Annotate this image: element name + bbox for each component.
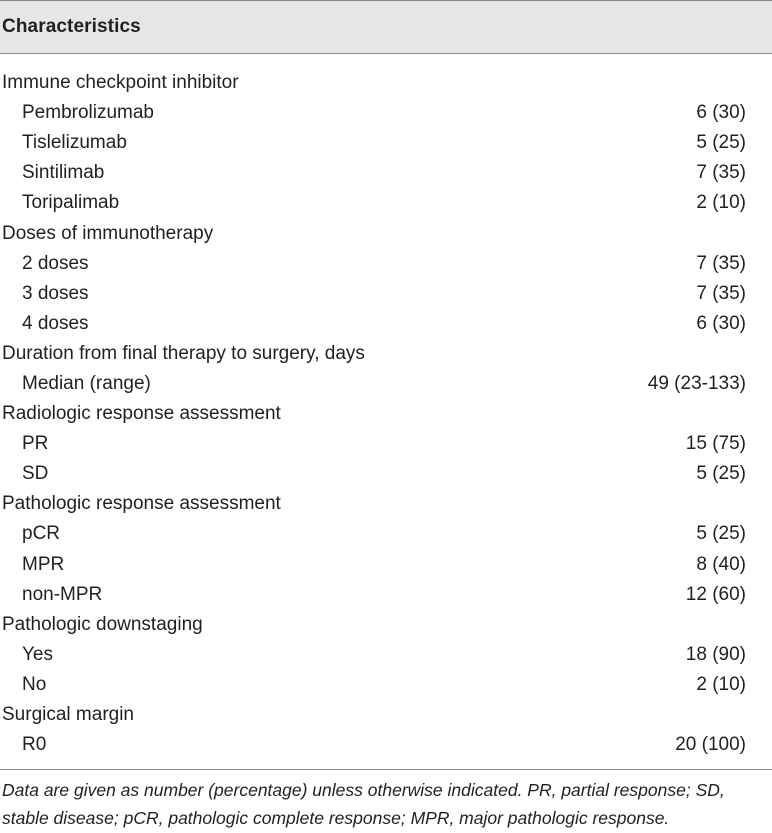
section-heading: Doses of immunotherapy xyxy=(2,222,214,244)
column-header-characteristics: Characteristics xyxy=(2,16,141,37)
row-label: Sintilimab xyxy=(22,162,105,184)
row-value: 15 (75) xyxy=(685,433,746,455)
table-header-row xyxy=(0,0,772,54)
section-heading-row xyxy=(0,489,772,519)
section-heading-row xyxy=(0,68,772,98)
row-label: Pembrolizumab xyxy=(22,102,154,124)
table-row xyxy=(0,158,772,188)
table-row xyxy=(0,670,772,700)
table-footnote: Data are given as number (percentage) unless otherwise indicated. PR, partial response; SD, stable disease; pCR, pathologic complete response; MPR, major pathologic response. xyxy=(2,780,725,829)
table-row xyxy=(0,249,772,279)
table-row xyxy=(0,309,772,339)
section-heading-row xyxy=(0,610,772,640)
section-heading-row xyxy=(0,339,772,369)
row-value: 5 (25) xyxy=(696,523,746,545)
row-label: pCR xyxy=(22,523,61,545)
section-heading: Pathologic downstaging xyxy=(2,613,203,635)
row-label: non-MPR xyxy=(22,583,103,605)
row-label: Tislelizumab xyxy=(22,132,127,154)
section-heading-row xyxy=(0,218,772,248)
table-row xyxy=(0,459,772,489)
table-row xyxy=(0,98,772,128)
row-value: 5 (25) xyxy=(696,132,746,154)
section-heading: Radiologic response assessment xyxy=(2,403,281,425)
table-row xyxy=(0,519,772,549)
row-value: 7 (35) xyxy=(696,162,746,184)
row-value: 7 (35) xyxy=(696,282,746,304)
table-row xyxy=(0,640,772,670)
row-label: 4 doses xyxy=(22,312,89,334)
table-row xyxy=(0,580,772,610)
row-value: 2 (10) xyxy=(696,192,746,214)
row-label: 3 doses xyxy=(22,282,89,304)
section-heading: Pathologic response assessment xyxy=(2,493,281,515)
table-row xyxy=(0,128,772,158)
table-row xyxy=(0,730,772,760)
row-value: 6 (30) xyxy=(696,312,746,334)
row-value: 7 (35) xyxy=(696,252,746,274)
row-value: 20 (100) xyxy=(675,734,746,756)
section-heading-row xyxy=(0,399,772,429)
section-heading-row xyxy=(0,700,772,730)
row-label: MPR xyxy=(22,553,65,575)
row-value: 8 (40) xyxy=(696,553,746,575)
table-row xyxy=(0,550,772,580)
row-label: Median (range) xyxy=(22,372,151,394)
section-heading: Duration from final therapy to surgery, days xyxy=(2,342,365,364)
row-value: 49 (23-133) xyxy=(647,372,746,394)
row-label: Toripalimab xyxy=(22,192,120,214)
section-heading: Immune checkpoint inhibitor xyxy=(2,72,239,94)
row-label: No xyxy=(22,673,47,695)
row-value: 2 (10) xyxy=(696,673,746,695)
row-label: PR xyxy=(22,433,49,455)
row-label: 2 doses xyxy=(22,252,89,274)
table-row xyxy=(0,188,772,218)
row-label: SD xyxy=(22,463,49,485)
row-value: 18 (90) xyxy=(685,643,746,665)
table-row xyxy=(0,429,772,459)
row-value: 5 (25) xyxy=(696,463,746,485)
table-row xyxy=(0,369,772,399)
section-heading: Surgical margin xyxy=(2,704,134,726)
row-label: Yes xyxy=(22,643,53,665)
row-value: 12 (60) xyxy=(685,583,746,605)
row-label: R0 xyxy=(22,734,47,756)
row-value: 6 (30) xyxy=(696,102,746,124)
table-body xyxy=(0,54,772,760)
table-row xyxy=(0,279,772,309)
